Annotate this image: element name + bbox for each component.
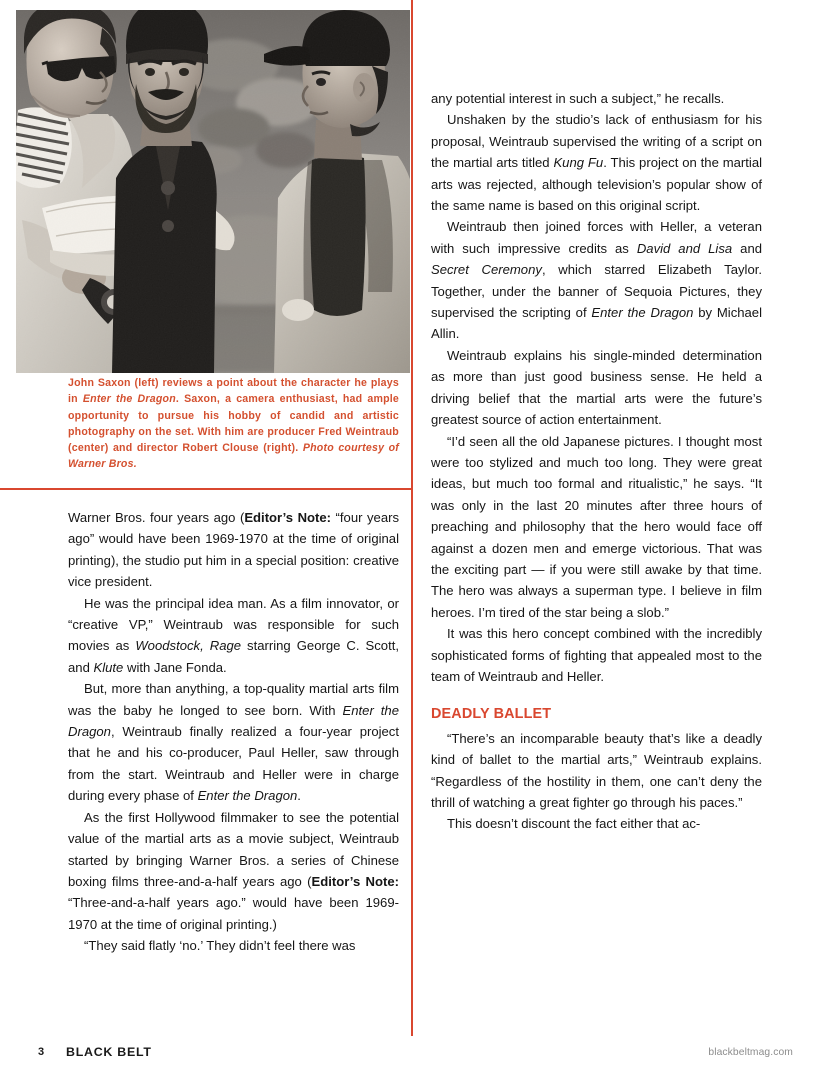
footer-website-url[interactable]: blackbeltmag.com (708, 1047, 793, 1058)
paragraph: As the first Hollywood filmmaker to see the potential value of the martial arts as a movie subject, Weintraub started by bringing Warner Bros. a series of Chinese boxing films three-and-a-half years ago (Editor’s Note: “Three-and-a-half years ago.” would have been 1969-1970 at the time of original printing.) (68, 809, 400, 932)
paragraph: any potential interest in such a subject,” he recalls. (431, 91, 725, 106)
paragraph: “There’s an incomparable beauty that’s like a deadly kind of ballet to the martial arts,” Weintraub explains. “Regardless of the hostility in them, one can’t deny the thrill of watching a great fighter go through his paces.” (431, 730, 762, 810)
caption-bottom-rule (0, 488, 413, 490)
paragraph: Warner Bros. four years ago (Editor’s Note: “four years ago” would have been 1969-1970 at the time of original printing), the studio put him in a special position: creative vice president. (68, 510, 400, 590)
footer-publication-name: BLACK BELT (66, 1045, 152, 1059)
on-set-photo-image (16, 10, 410, 373)
paragraph: Weintraub explains his single-minded determination as more than just good business sense. He held a driving belief that the martial arts were the future’s greatest source of action entertainment. (431, 347, 762, 428)
photo-caption: John Saxon (left) reviews a point about the character he plays in Enter the Dragon. Saxon, a camera enthusiast, had ample opportunity to pursue his hobby of candid and artistic photography on the set. With him are producer Fred Weintraub (center) and director Robert Clouse (right). Photo courtesy of Warner Bros. (68, 377, 400, 471)
paragraph: But, more than anything, a top-quality martial arts film was the baby he longed to see born. With Enter the Dragon, Weintraub finally realized a four-year project that he and his co-producer, Paul Heller, saw through from the start. Weintraub and Heller were in charge during every phase of Enter the Dragon. (68, 681, 399, 804)
paragraph: This doesn’t discount the fact either that ac- (447, 816, 701, 832)
on-set-photo (16, 10, 410, 373)
body-column-right (431, 88, 762, 835)
paragraph: He was the principal idea man. As a film innovator, or “creative VP,” Weintraub was responsible for such movies as Woodstock, Rage starring George C. Scott, and Klute with Jane Fonda. (68, 595, 399, 675)
paragraph: “I’d seen all the old Japanese pictures. I thought most were too stylized and much too long. They were great ideas, but much too formal and ritualistic,” he says. “It was only in the last 20 minutes after three hours of preaching and philosophy that the hero would face off against a dozen men and emerge victorious. That was the exciting part — if you were still awake by that time. The hero was always a superman type. I believe in film heroes. I’m tired of the star being a slob.” (431, 433, 762, 620)
paragraph: Weintraub then joined forces with Heller, a veteran with such impressive credits as David and Lisa and Secret Ceremony, which starred Elizabeth Taylor. Together, under the banner of Sequoia Pictures, they supervised the scripting of Enter the Dragon by Michael Allin. (431, 219, 763, 342)
paragraph: “They said flatly ‘no.’ They didn’t feel there was (84, 938, 356, 954)
body-column-left (68, 507, 399, 957)
footer-page-number: 3 (38, 1046, 45, 1058)
section-heading: DEADLY BALLET (431, 706, 552, 723)
column-divider-rule (411, 0, 413, 1036)
paragraph: It was this hero concept combined with the incredibly sophisticated forms of fighting that appealed most to the team of Weintraub and Heller. (431, 626, 762, 684)
paragraph: Unshaken by the studio’s lack of enthusiasm for his proposal, Weintraub supervised the writing of a script on the martial arts titled Kung Fu. This project on the martial arts was rejected, although television’s popular show of the same name is based on this original script. (431, 112, 763, 214)
